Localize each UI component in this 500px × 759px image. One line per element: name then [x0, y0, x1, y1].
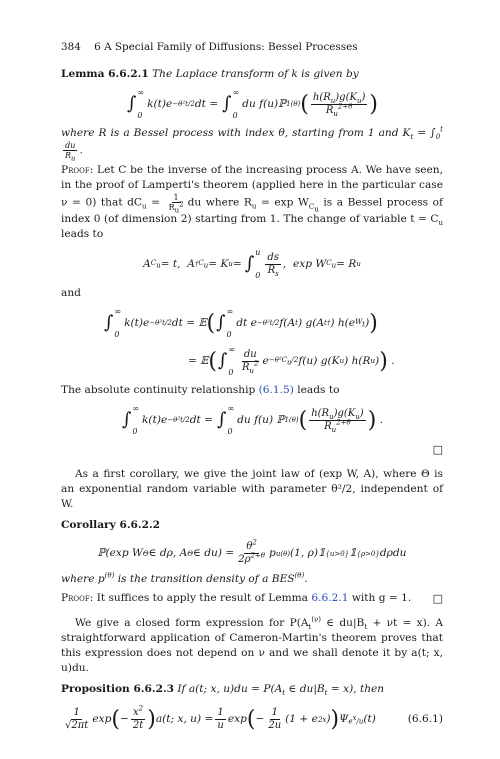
proposition-label: Proposition 6.6.2.3 — [61, 683, 174, 695]
abs-continuity-text: The absolute continuity relationship (6.1.5) leads to — [61, 384, 340, 396]
running-header — [61, 40, 443, 55]
equation-lemma: ∫ ∞ 0 k(t)e −θ²t/2 dt = ∫ ∞ 0 du f(u)ℙ 1 (θ) ( $\frac{h(R_u)g(K_u)}{R_u^{2+\theta}}$ ) — [127, 88, 378, 120]
chapter-title: 6 A Special Family of Diffusions: Bessel Processes — [94, 41, 358, 53]
equation-number: (6.6.1) — [407, 713, 443, 725]
equation-corollary: ℙ(exp W Θ ∈ dρ, A Θ ∈ du) = $\frac{\theta^2}{2\rho^{2+\theta}}$ p u (θ) (1, ρ)𝟙 {u>0} 𝟙 {ρ>0} dρdu — [97, 538, 407, 565]
lemma-label: Lemma 6.6.2.1 — [61, 68, 149, 80]
proposition-statement: Proposition 6.6.2.3 If a(t; x, $u)du = P(A_t$ ∈ $du|B_t = x$), then — [61, 683, 385, 698]
paragraph-closed-form: We give a closed form expression for $P(A_t^{(\nu)}$ ∈ $du|B_t + \nu t = x$). A straightforward application of Cameron-Martin's theorem proves that this expression does not depend on ν and we shall denote it by a(t; x, u)du. — [61, 615, 444, 674]
lemma-statement — [61, 67, 443, 82]
page-number: 384 — [61, 41, 81, 53]
qed-symbol: □ — [432, 443, 443, 456]
proof2-row — [61, 591, 443, 606]
equation-ref-link[interactable]: (6.1.5) — [258, 384, 294, 396]
equation-change-of-variable: A $C_u$ = t, A † $C_u$ = K u = ∫ u 0 $\frac{ds}{R_s}$ , exp W $C_u$ = R u — [143, 248, 361, 280]
lemma-ref-link[interactable]: 6.6.2.1 — [311, 592, 349, 604]
corollary-where: where $p^{(\theta)}$ is the transition density of a $BES^{(\theta)}$. — [61, 571, 308, 585]
proof2-text: Proof: It suffices to apply the result of Lemma 6.6.2.1 with g = 1. — [61, 592, 412, 604]
lemma-text: The Laplace transform of k is given by — [152, 68, 359, 80]
corollary-label: Corollary 6.6.2.2 — [61, 519, 161, 531]
qed-row-1 — [61, 442, 443, 457]
equation-expectation-1: ∫ ∞ 0 k(t)e −θ²t/2 dt = 𝔼 ( ∫ ∞ 0 dt e −θ²t/2 f(A t ) g(A t † ) h(e $W_t$ ) ) — [104, 307, 378, 339]
equation-expectation-2: = 𝔼 ( ∫ ∞ 0 $\frac{du}{R_u^2}$ e $-\theta^2C_u/2$ f(u) g(K u ) h(R u ) ) . — [188, 345, 395, 377]
proof2-label: Proof: — [61, 592, 94, 604]
and-text: and — [61, 287, 81, 299]
page — [61, 40, 443, 738]
equation-proposition: $\frac{1}{√2\pi t}$ exp ( − $\frac{x^2}{2t}$ ) a(t; x, u) = $\frac{1}{u}$ exp ( − $\frac{1}{2u}$ (1 + e 2x ) ) Ψ $e^x/u$ (t) (6.6.1) — [65, 704, 443, 732]
lemma-where: where R is a Bessel process with index θ, starting from 1 and $K_t = \int_0^t$ $\frac{du}{R_u}$ . — [61, 125, 443, 163]
proof1-text: Proof: Let C be the inverse of the increasing process A. We have seen, in the proof of Lamperti's theorem (applied here in the particular case ν = 0) that $dC_u$ = $\frac{1}{R_u^2}$ du where $R_u = \exp W_{C_u}$ is a Bessel process of index 0 (of dimension 2) starting from 1. The change of variable $t = C_u$ leads to — [61, 164, 443, 240]
qed-symbol-2: □ — [432, 592, 443, 605]
paragraph-corollary-intro: As a first corollary, we give the joint law of (exp W, A), where Θ is an exponential random variable with parameter θ²/2, independent of W. — [61, 468, 443, 510]
equation-abs-continuity: ∫ ∞ 0 k(t)e −θ²t/2 dt = ∫ ∞ 0 du f(u) ℙ 1 (θ) ( $\frac{h(R_u)g(K_u)}{R_u^{2+\theta}}$ ) . — [121, 404, 384, 436]
proof1-label: Proof: — [61, 164, 94, 176]
